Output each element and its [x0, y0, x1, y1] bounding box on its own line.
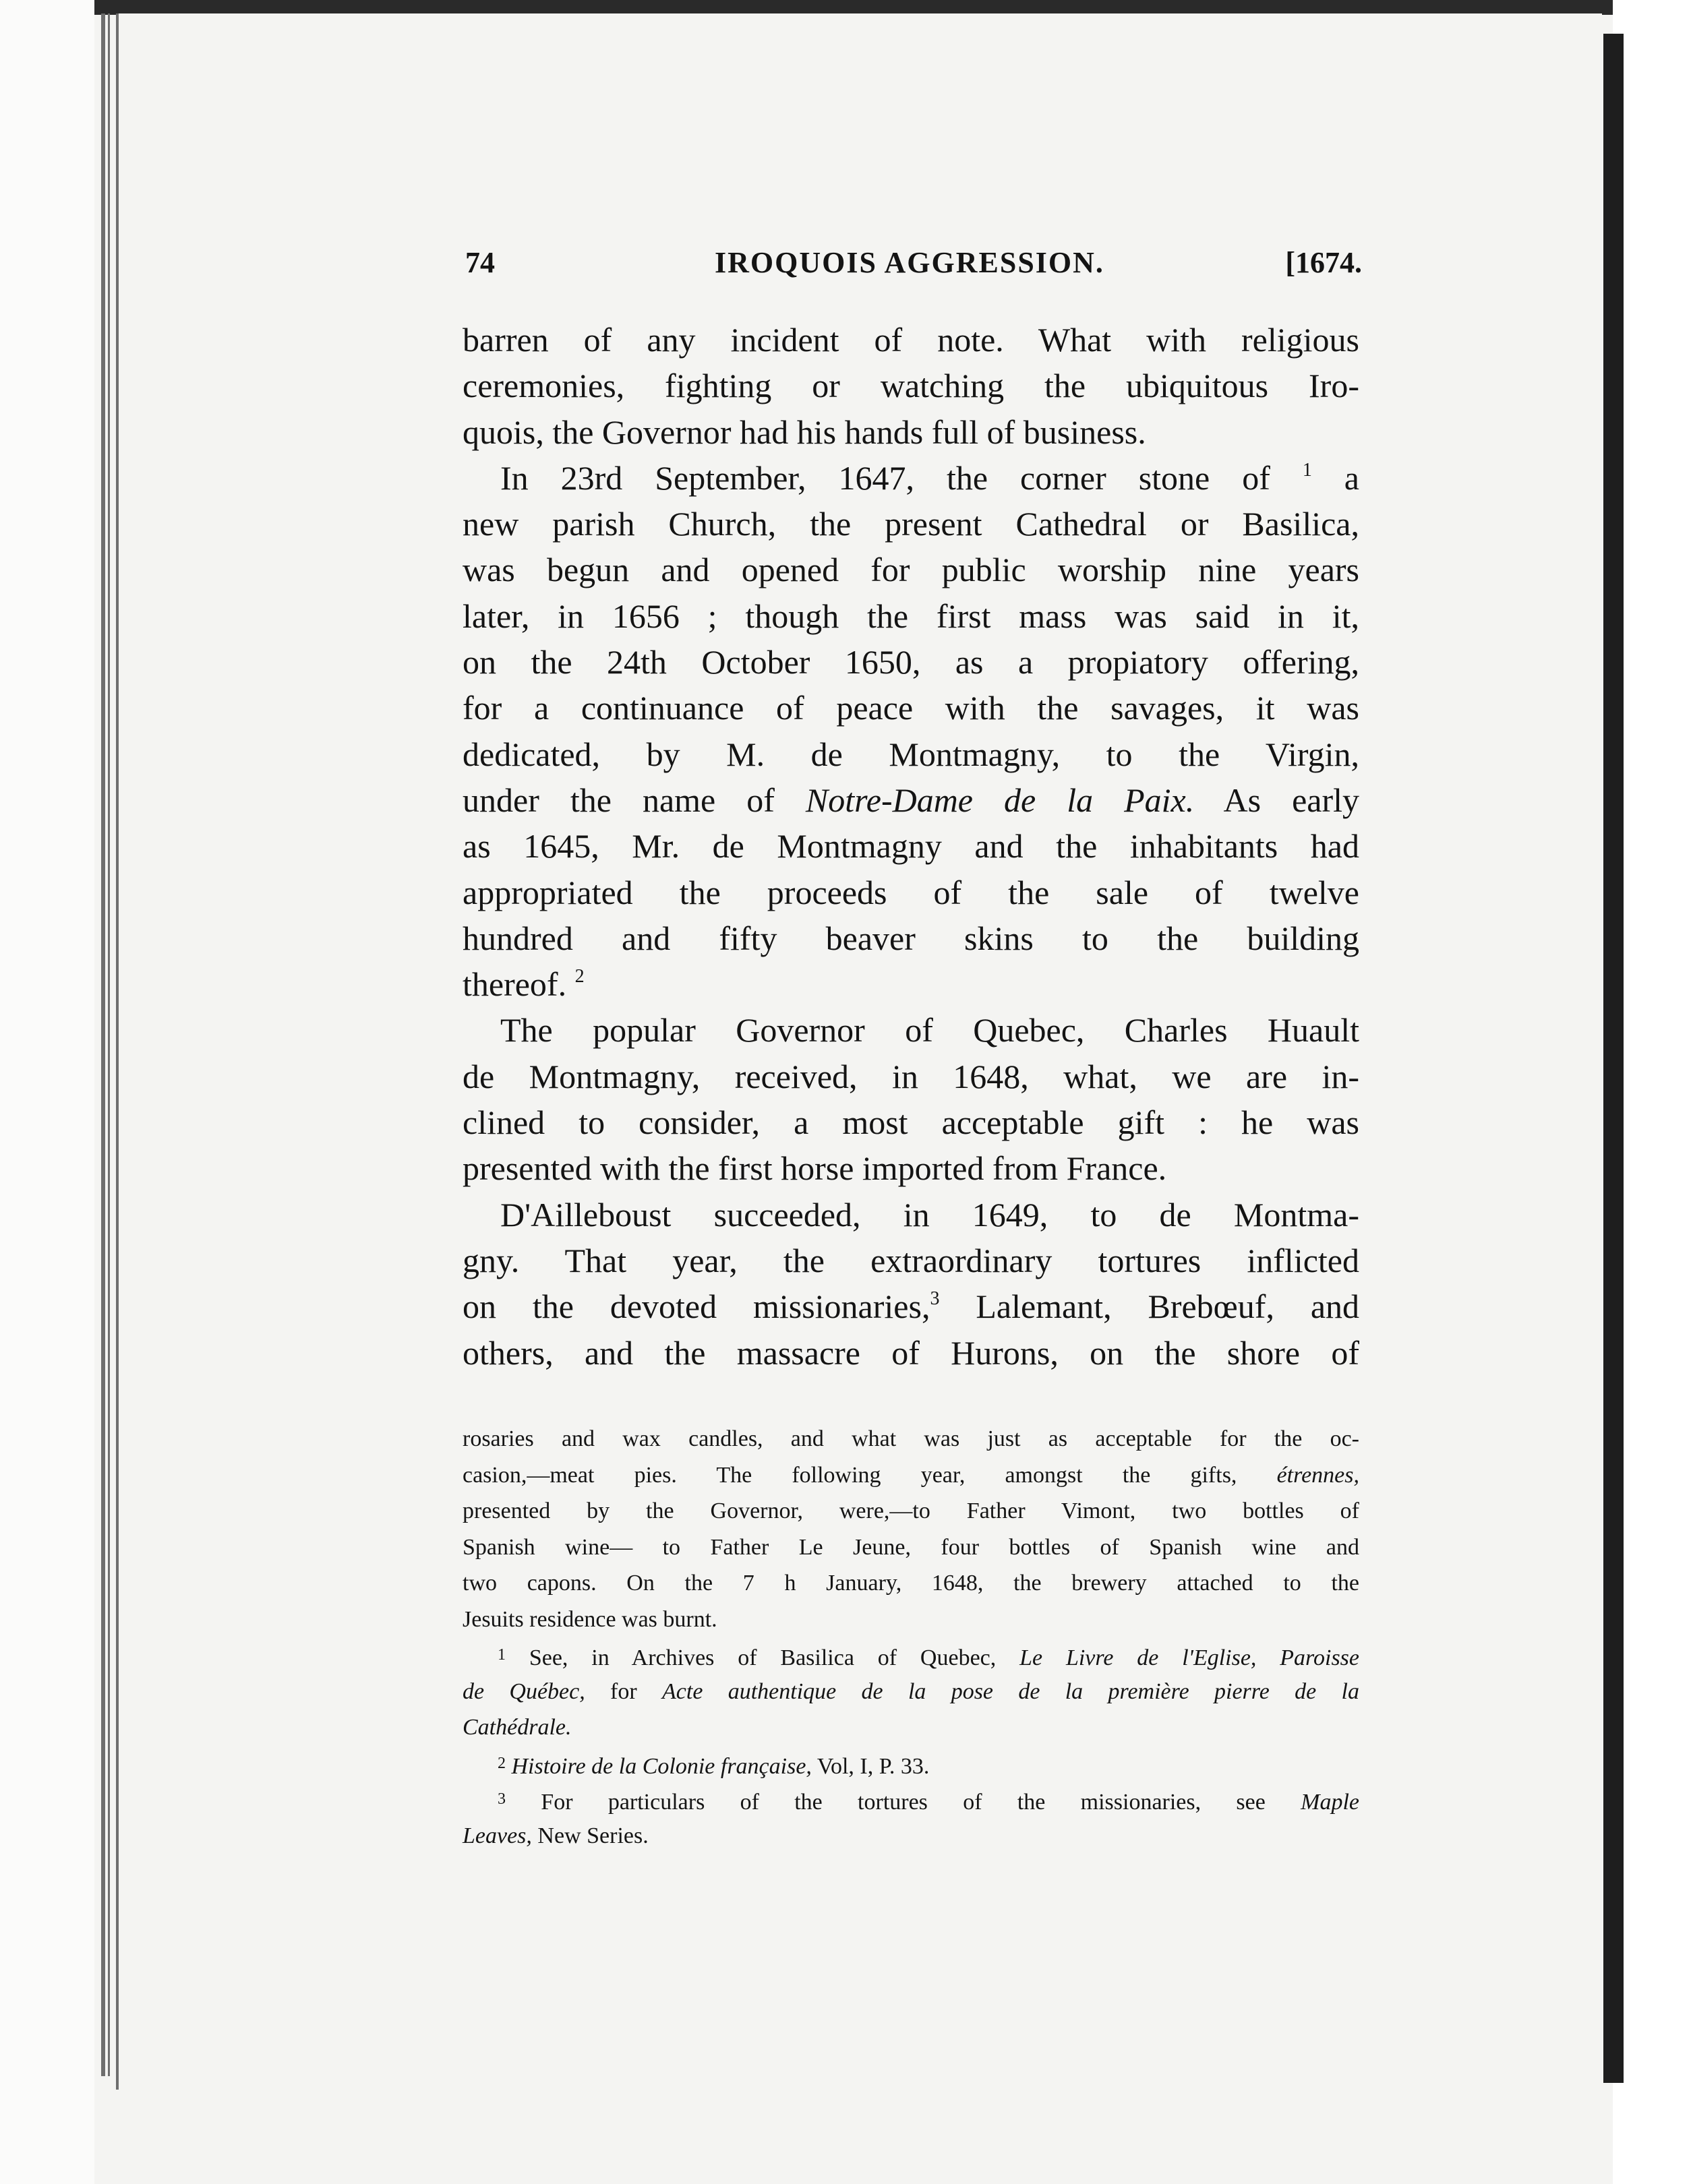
italic-title: Notre-Dame de la Paix.: [805, 781, 1195, 819]
main-text: [463, 317, 1359, 1376]
text-line: ceremonies, fighting or watching the ubiquitous Iro-: [463, 367, 1359, 405]
footnote-line: Cathédrale.: [463, 1715, 572, 1740]
scan-left-margin: [0, 0, 94, 2184]
footnote-line: two capons. On the 7 h January, 1648, the brewery attached to the: [463, 1571, 1359, 1596]
text-line: appropriated the proceeds of the sale of twelve: [463, 873, 1359, 911]
text-line: others, and the massacre of Hurons, on the shore of: [463, 1333, 1359, 1372]
text-line: new parish Church, the present Cathedral or Basilica,: [463, 505, 1359, 543]
text-line: clined to consider, a most acceptable gift : he was: [463, 1103, 1359, 1142]
footnote-ref: 3: [930, 1288, 940, 1310]
footnote-line: $^1$ See, in Archives of Basilica of Quebec, Le Livre de l'Eglise, Paroisse: [498, 1645, 1360, 1670]
running-date: [1674.: [1285, 246, 1362, 279]
text-line: barren of any incident of note. What with religious: [463, 321, 1359, 359]
text-line: as 1645, Mr. de Montmagny and the inhabitants had: [463, 827, 1359, 866]
running-title: IROQUOIS AGGRESSION.: [715, 246, 1104, 279]
text-line: de Montmagny, received, in 1648, what, we are in-: [463, 1057, 1359, 1095]
footnotes: [463, 1421, 1359, 1854]
text-line: hundred and fifty beaver skins to the building: [463, 919, 1359, 957]
page-edge-line: [108, 13, 110, 2076]
scan-top-edge: [0, 0, 1691, 15]
text-line: on the devoted missionaries,$^3$ Lalemant, Brebœuf, and: [463, 1287, 1360, 1326]
page-edge-line: [101, 13, 105, 2076]
footnote-line: casion,—meat pies. The following year, amongst the gifts, étrennes,: [463, 1462, 1359, 1488]
footnote-ref: 1: [1302, 459, 1312, 481]
footnote-mark: 1: [498, 1646, 506, 1664]
footnote-line: Spanish wine— to Father Le Jeune, four bottles of Spanish wine and: [463, 1534, 1359, 1560]
footnote-line: rosaries and wax candles, and what was just as acceptable for the oc-: [463, 1426, 1359, 1451]
text-line: gny. That year, the extraordinary tortures inflicted: [463, 1241, 1359, 1279]
footnote-line: presented by the Governor, were,—to Father Vimont, two bottles of: [463, 1498, 1359, 1523]
text-line: D'Ailleboust succeeded, in 1649, to de Montma-: [500, 1195, 1359, 1234]
running-head: [465, 243, 1362, 290]
text-line: In 23rd September, 1647, the corner stone of $^1$ a: [500, 458, 1359, 497]
text-line: under the name of Notre-Dame de la Paix. As early: [463, 781, 1360, 819]
binding-shadow: [1603, 34, 1624, 2083]
text-line: quois, the Governor had his hands full of business.: [463, 413, 1146, 451]
text-line: on the 24th October 1650, as a propiatory offering,: [463, 643, 1359, 681]
footnote-mark: 2: [498, 1754, 506, 1772]
text-line: later, in 1656 ; though the first mass was said in it,: [463, 597, 1359, 635]
footnote-mark: 3: [498, 1790, 506, 1808]
footnote-ref: 2: [574, 966, 585, 988]
text-line: for a continuance of peace with the savages, it was: [463, 689, 1359, 727]
text-line: presented with the first horse imported from France.: [463, 1149, 1167, 1188]
text-line: The popular Governor of Quebec, Charles Huault: [500, 1011, 1359, 1050]
footnote-line: de Québec, for Acte authentique de la pose de la première pierre de la: [463, 1678, 1359, 1704]
text-line: was begun and opened for public worship nine years: [463, 551, 1359, 589]
text-line: thereof. $^2$: [463, 965, 585, 1004]
footnote-line: $^3$ For particulars of the tortures of the missionaries, see Maple: [498, 1790, 1359, 1815]
footnote-line: $^2$ Histoire de la Colonie française, Vol, I, P. 33.: [498, 1753, 930, 1779]
scan-right-margin: [1613, 0, 1691, 2184]
text-line: dedicated, by M. de Montmagny, to the Virgin,: [463, 735, 1359, 773]
footnote-line: Leaves, New Series.: [463, 1823, 649, 1848]
page-number: 74: [465, 246, 495, 279]
footnote-line: Jesuits residence was burnt.: [463, 1606, 717, 1632]
